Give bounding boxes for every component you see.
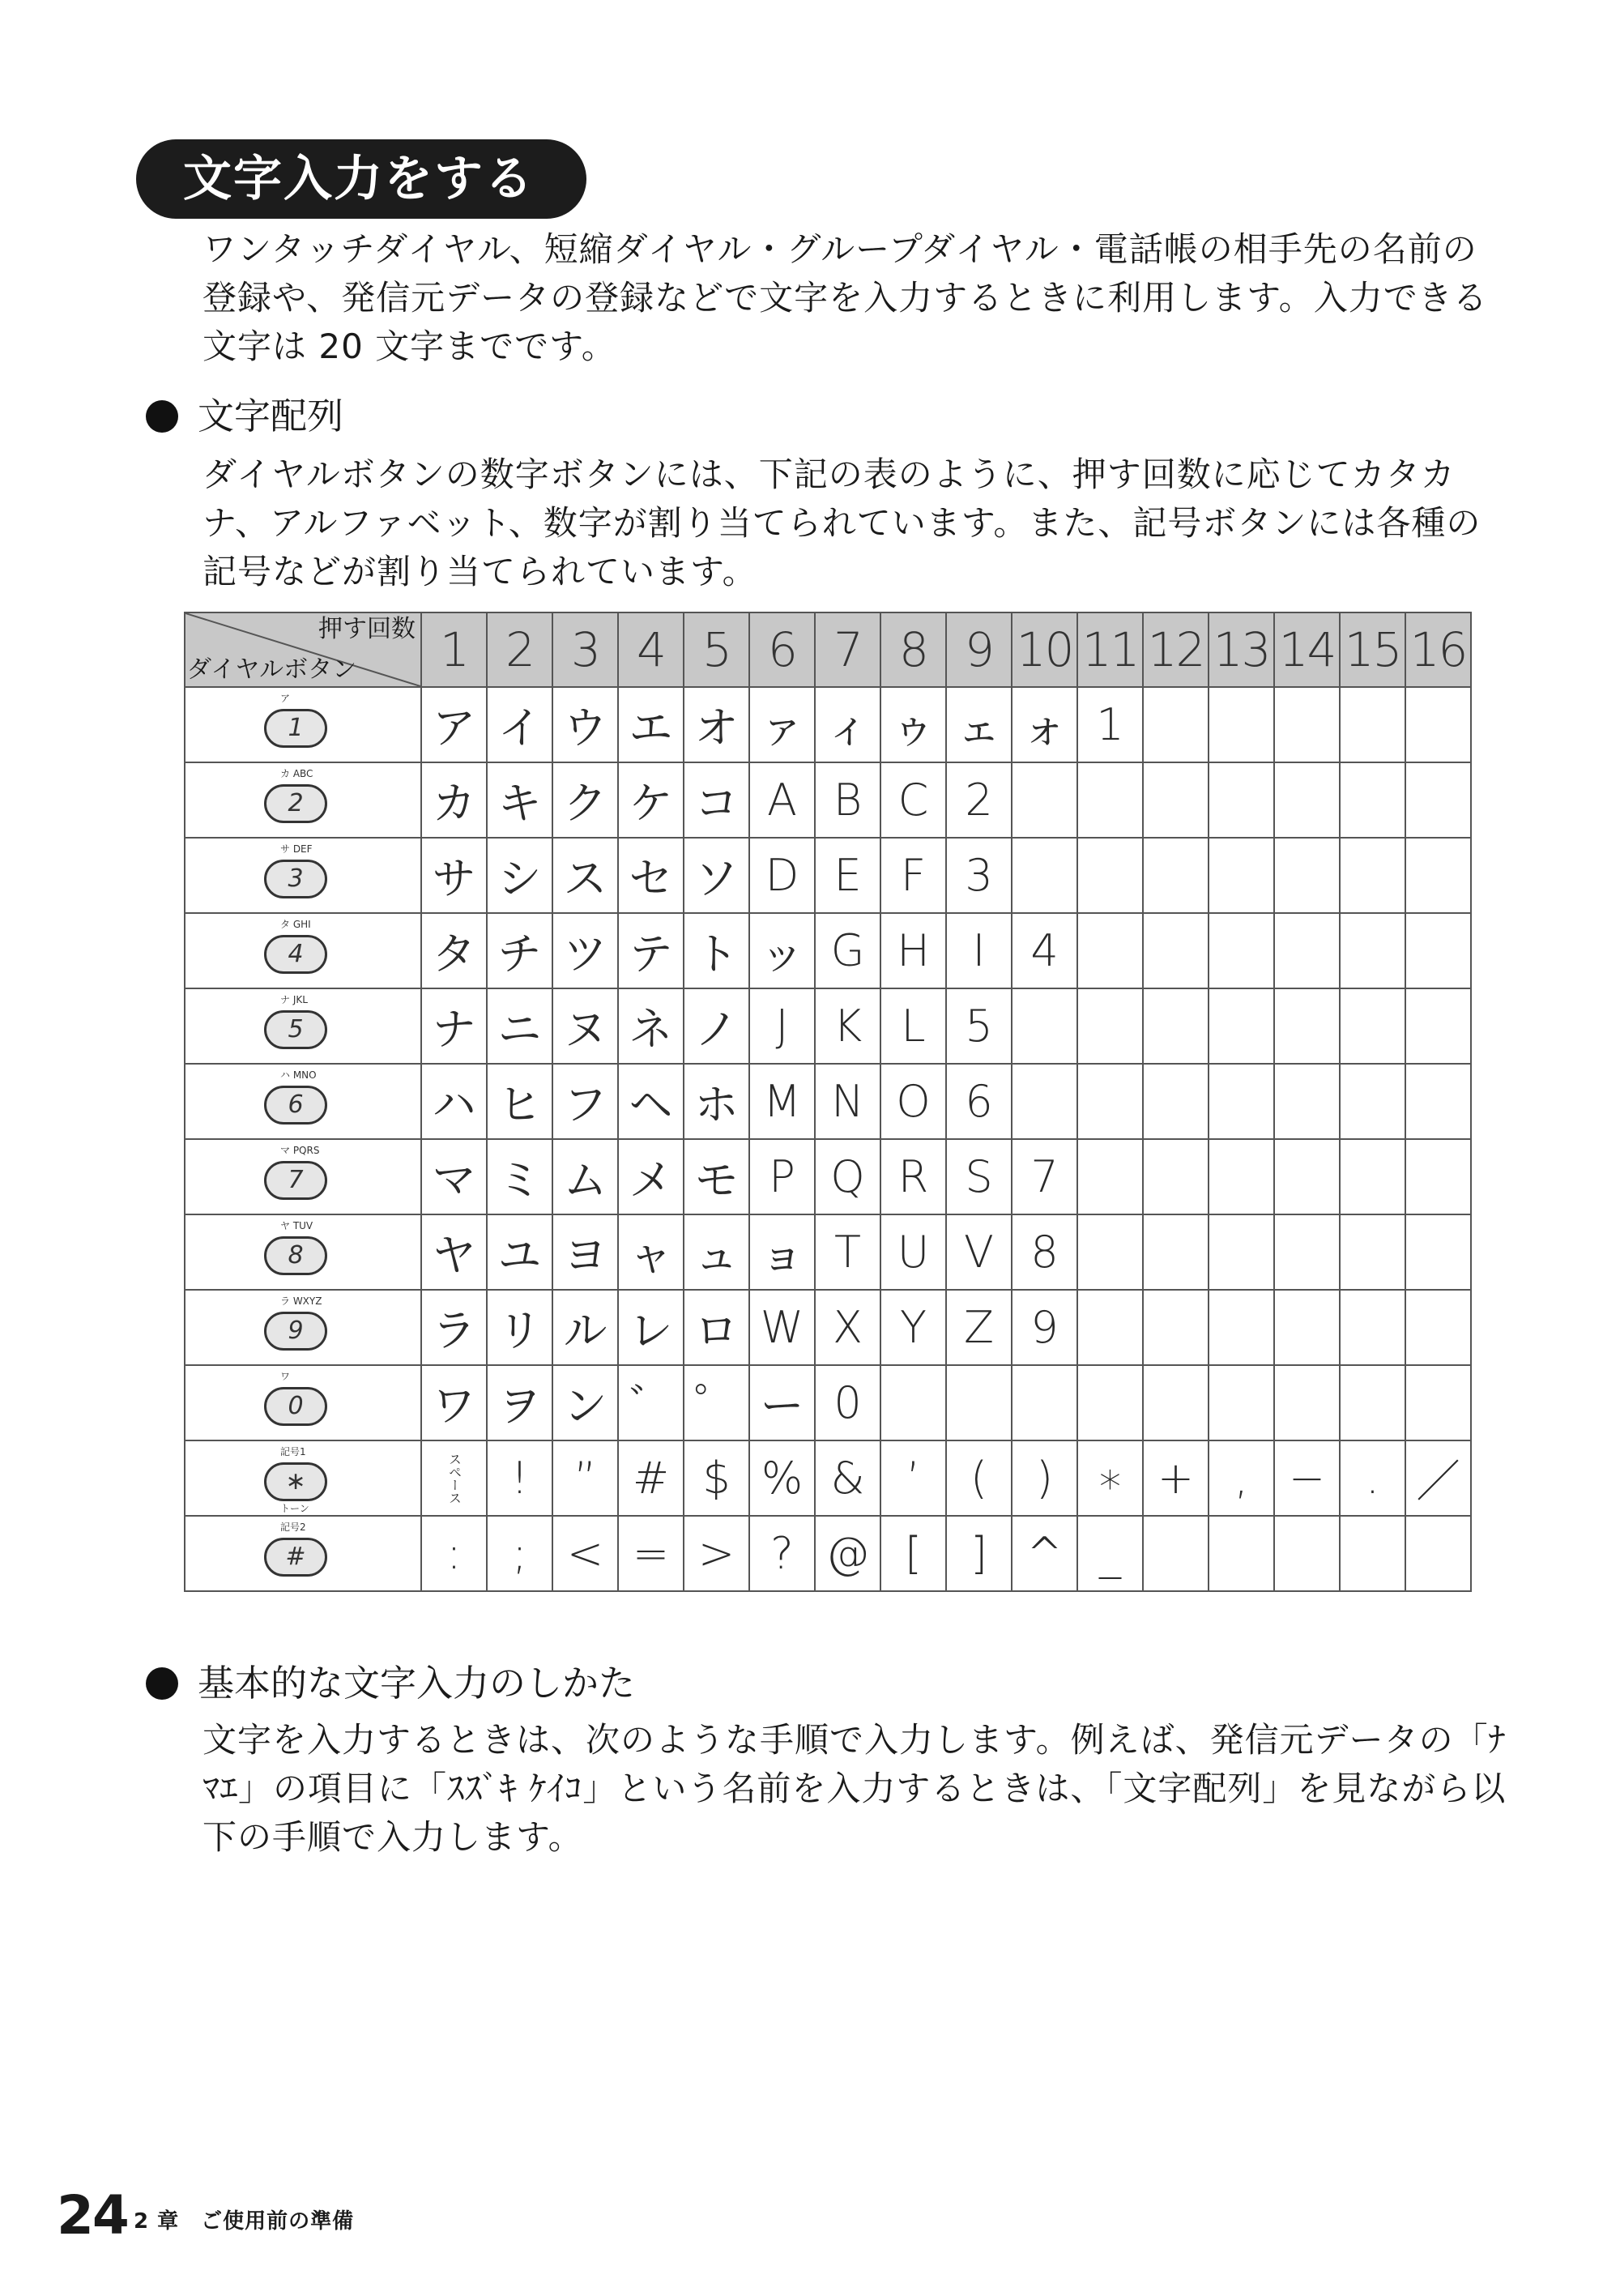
table-cell: ム [552, 1139, 618, 1214]
column-header: 3 [552, 612, 618, 687]
table-cell: スペース [421, 1440, 487, 1516]
table-cell: イ [487, 687, 552, 762]
table-cell: ウ [552, 687, 618, 762]
table-cell: ィ [815, 687, 880, 762]
table-corner [185, 612, 421, 687]
table-cell: サ [421, 838, 487, 913]
column-header: 11 [1077, 612, 1143, 687]
key-sublabel: ハ MNO [280, 1069, 317, 1081]
table-cell [1143, 687, 1209, 762]
key-sublabel: マ PQRS [280, 1145, 320, 1156]
table-cell: ル [552, 1290, 618, 1365]
press-count-label: 押す回数 [318, 615, 416, 643]
table-cell: ニ [487, 988, 552, 1064]
dial-key-icon: 6 [264, 1086, 327, 1125]
table-cell: テ [618, 913, 684, 988]
table-cell: S [946, 1139, 1012, 1214]
table-cell: ト [684, 913, 749, 988]
table-cell [1405, 1290, 1471, 1365]
table-cell: ラ [421, 1290, 487, 1365]
table-cell [1405, 838, 1471, 913]
table-cell: タ [421, 913, 487, 988]
table-cell: リ [487, 1290, 552, 1365]
column-header: 12 [1143, 612, 1209, 687]
table-cell: ^ [1012, 1516, 1077, 1591]
table-cell: ヨ [552, 1214, 618, 1290]
table-cell [1340, 1290, 1405, 1365]
table-cell [1274, 1139, 1340, 1214]
dial-key-icon: 3 [264, 860, 327, 898]
table-row [185, 1064, 1471, 1139]
table-cell: W [749, 1290, 815, 1365]
table-cell: + [1143, 1440, 1209, 1516]
table-cell: ツ [552, 913, 618, 988]
table-cell: キ [487, 762, 552, 838]
table-row [185, 1214, 1471, 1290]
table-cell [1077, 1139, 1143, 1214]
table-cell: F [880, 838, 946, 913]
table-header-row [185, 612, 1471, 687]
table-cell [1340, 1365, 1405, 1440]
table-row [185, 1365, 1471, 1440]
table-cell: V [946, 1214, 1012, 1290]
table-cell: ャ [618, 1214, 684, 1290]
table-cell: ゛ [618, 1365, 684, 1440]
table-cell: ハ [421, 1064, 487, 1139]
key-sublabel: タ GHI [280, 919, 311, 930]
section-title: 文字入力をする [136, 139, 586, 219]
table-row [185, 1440, 1471, 1516]
table-cell [1209, 762, 1274, 838]
table-cell: ケ [618, 762, 684, 838]
dial-button-cell [185, 762, 421, 838]
dial-button-cell [185, 687, 421, 762]
table-cell: 9 [1012, 1290, 1077, 1365]
table-cell [1209, 1139, 1274, 1214]
table-cell: ン [552, 1365, 618, 1440]
subsection-title: 基本的な文字入力のしかた [198, 1662, 636, 1705]
table-cell: 1 [1077, 687, 1143, 762]
table-cell: : [421, 1516, 487, 1591]
dial-key-icon: 8 [264, 1236, 327, 1275]
table-cell [1405, 1064, 1471, 1139]
table-cell: , [1209, 1440, 1274, 1516]
char-layout-paragraph: ダイヤルボタンの数字ボタンには、下記の表のように、押す回数に応じてカタカナ、アルファベット、数字が割り当てられています。また、記号ボタンには各種の記号などが割り当てられています。 [202, 455, 1481, 591]
column-header: 16 [1405, 612, 1471, 687]
table-cell [1077, 1214, 1143, 1290]
dial-button-cell [185, 1365, 421, 1440]
table-cell: ワ [421, 1365, 487, 1440]
dial-key-icon: 5 [264, 1010, 327, 1049]
dial-key-icon: 4 [264, 935, 327, 974]
table-cell: ゥ [880, 687, 946, 762]
table-cell [1012, 1064, 1077, 1139]
dial-button-cell [185, 1290, 421, 1365]
table-cell: 0 [815, 1365, 880, 1440]
table-cell [1209, 1290, 1274, 1365]
table-cell: Y [880, 1290, 946, 1365]
intro-paragraph: ワンタッチダイヤル、短縮ダイヤル・グループダイヤル・電話帳の相手先の名前の登録や、発信元データの登録などで文字を入力するときに利用します。入力できる文字は 20 文字までです。 [202, 229, 1488, 366]
column-header: 5 [684, 612, 749, 687]
table-cell: ミ [487, 1139, 552, 1214]
table-cell: P [749, 1139, 815, 1214]
table-cell [1012, 1365, 1077, 1440]
dial-button-label: ダイヤルボタン [187, 655, 357, 684]
table-cell: B [815, 762, 880, 838]
table-cell: ヲ [487, 1365, 552, 1440]
table-cell [1340, 687, 1405, 762]
table-cell [1143, 762, 1209, 838]
column-header: 6 [749, 612, 815, 687]
table-cell [1209, 1064, 1274, 1139]
table-cell: ゜ [684, 1365, 749, 1440]
table-cell [1012, 988, 1077, 1064]
table-cell: Q [815, 1139, 880, 1214]
table-cell [1077, 1064, 1143, 1139]
table-cell: & [815, 1440, 880, 1516]
table-cell [1077, 1290, 1143, 1365]
dial-button-cell [185, 1064, 421, 1139]
table-cell [1209, 1516, 1274, 1591]
table-cell [1209, 913, 1274, 988]
dial-key-icon: 1 [264, 709, 327, 748]
table-cell: ロ [684, 1290, 749, 1365]
table-cell: E [815, 838, 880, 913]
table-cell: ク [552, 762, 618, 838]
key-sublabel: ナ JKL [280, 994, 308, 1005]
table-cell: M [749, 1064, 815, 1139]
key-sublabel: サ DEF [280, 843, 313, 855]
table-cell: ” [552, 1440, 618, 1516]
key-below-label: トーン [280, 1503, 309, 1514]
table-cell: 8 [1012, 1214, 1077, 1290]
table-cell: U [880, 1214, 946, 1290]
table-cell: _ [1077, 1516, 1143, 1591]
table-cell [1274, 913, 1340, 988]
table-cell [1143, 988, 1209, 1064]
table-cell [1274, 1516, 1340, 1591]
table-cell: シ [487, 838, 552, 913]
dial-button-cell [185, 988, 421, 1064]
subsection-heading-char-layout [146, 392, 343, 441]
table-cell: マ [421, 1139, 487, 1214]
table-cell: エ [618, 687, 684, 762]
key-sublabel: ラ WXYZ [280, 1295, 322, 1307]
table-cell: ス [552, 838, 618, 913]
table-cell: レ [618, 1290, 684, 1365]
table-cell: ヘ [618, 1064, 684, 1139]
dial-button-cell [185, 1139, 421, 1214]
table-cell: ノ [684, 988, 749, 1064]
table-cell [1405, 913, 1471, 988]
table-cell [1340, 838, 1405, 913]
table-cell: ∗ [1077, 1440, 1143, 1516]
table-cell: コ [684, 762, 749, 838]
column-header: 9 [946, 612, 1012, 687]
table-cell [1143, 1516, 1209, 1591]
page-number: 24 [57, 2184, 128, 2247]
table-cell: ュ [684, 1214, 749, 1290]
table-cell: H [880, 913, 946, 988]
table-cell: ; [487, 1516, 552, 1591]
table-cell [1340, 988, 1405, 1064]
table-cell [1143, 913, 1209, 988]
table-cell: 3 [946, 838, 1012, 913]
column-header: 4 [618, 612, 684, 687]
table-cell [1077, 762, 1143, 838]
table-cell: T [815, 1214, 880, 1290]
table-cell [1405, 1516, 1471, 1591]
column-header: 10 [1012, 612, 1077, 687]
table-cell: D [749, 838, 815, 913]
table-cell [1274, 1214, 1340, 1290]
table-cell: A [749, 762, 815, 838]
table-cell [1274, 1365, 1340, 1440]
table-cell: ’ [880, 1440, 946, 1516]
table-cell: ヌ [552, 988, 618, 1064]
table-cell: 2 [946, 762, 1012, 838]
table-cell [1209, 1365, 1274, 1440]
table-cell: ァ [749, 687, 815, 762]
table-cell: ヤ [421, 1214, 487, 1290]
table-cell: 5 [946, 988, 1012, 1064]
table-row [185, 1290, 1471, 1365]
table-cell [1274, 1064, 1340, 1139]
table-cell [1274, 687, 1340, 762]
table-cell [1209, 988, 1274, 1064]
column-header: 1 [421, 612, 487, 687]
table-cell [1340, 762, 1405, 838]
bullet-icon [146, 400, 178, 433]
column-header: 2 [487, 612, 552, 687]
dial-key-icon: 2 [264, 784, 327, 823]
table-cell: # [618, 1440, 684, 1516]
table-cell: I [946, 913, 1012, 988]
key-sublabel: ア [280, 693, 291, 704]
table-cell: Z [946, 1290, 1012, 1365]
table-cell: ョ [749, 1214, 815, 1290]
subsection-heading-basic-input [146, 1659, 635, 1708]
table-cell [1340, 1139, 1405, 1214]
table-cell [1012, 762, 1077, 838]
table-cell: ネ [618, 988, 684, 1064]
table-cell: $ [684, 1440, 749, 1516]
table-cell: O [880, 1064, 946, 1139]
table-cell [1143, 1290, 1209, 1365]
dial-key-icon: # [264, 1538, 327, 1577]
column-header: 13 [1209, 612, 1274, 687]
table-cell: 7 [1012, 1139, 1077, 1214]
table-cell: ／ [1405, 1440, 1471, 1516]
table-cell: ナ [421, 988, 487, 1064]
bullet-icon [146, 1667, 178, 1700]
table-cell: C [880, 762, 946, 838]
table-cell: ( [946, 1440, 1012, 1516]
column-header: 7 [815, 612, 880, 687]
table-body [185, 687, 1471, 1591]
dial-key-icon: 9 [264, 1312, 327, 1351]
table-cell: @ [815, 1516, 880, 1591]
dial-key-icon: ∗ [264, 1462, 327, 1501]
table-cell: L [880, 988, 946, 1064]
table-cell: < [552, 1516, 618, 1591]
dial-key-icon: 0 [264, 1387, 327, 1426]
table-cell [1209, 838, 1274, 913]
table-cell: セ [618, 838, 684, 913]
table-cell [1012, 838, 1077, 913]
table-row [185, 687, 1471, 762]
table-cell: カ [421, 762, 487, 838]
table-cell: = [618, 1516, 684, 1591]
key-sublabel: ヤ TUV [280, 1220, 313, 1231]
table-cell [1077, 838, 1143, 913]
dial-button-cell [185, 838, 421, 913]
table-cell [1274, 762, 1340, 838]
table-cell: ホ [684, 1064, 749, 1139]
table-cell: ) [1012, 1440, 1077, 1516]
table-cell: フ [552, 1064, 618, 1139]
table-row [185, 762, 1471, 838]
table-cell: X [815, 1290, 880, 1365]
table-cell [1340, 1064, 1405, 1139]
table-cell [880, 1365, 946, 1440]
dial-key-icon: 7 [264, 1161, 327, 1200]
table-cell: K [815, 988, 880, 1064]
table-cell [1274, 838, 1340, 913]
table-cell [1405, 1365, 1471, 1440]
table-cell: N [815, 1064, 880, 1139]
table-cell: ォ [1012, 687, 1077, 762]
character-table [184, 612, 1472, 1592]
table-cell: R [880, 1139, 946, 1214]
subsection-title: 文字配列 [198, 395, 344, 437]
column-header: 15 [1340, 612, 1405, 687]
table-cell [1405, 762, 1471, 838]
table-cell [1209, 687, 1274, 762]
table-cell: J [749, 988, 815, 1064]
table-cell: ヒ [487, 1064, 552, 1139]
basic-input-paragraph: 文字を入力するときは、次のような手順で入力します。例えば、発信元データの「ﾅﾏｴ」の項目に「ｽｽﾞｷ ｹｲｺ」という名前を入力するときは、「文字配列」を見ながら以下の手順で入力します。 [202, 1720, 1507, 1857]
key-sublabel: カ ABC [280, 768, 313, 779]
table-cell [946, 1365, 1012, 1440]
dial-button-cell [185, 913, 421, 988]
table-cell: 4 [1012, 913, 1077, 988]
table-cell [1143, 1139, 1209, 1214]
table-cell [1340, 1516, 1405, 1591]
dial-button-cell [185, 1440, 421, 1516]
table-cell [1143, 838, 1209, 913]
table-cell: . [1340, 1440, 1405, 1516]
chapter-label: 2 章 ご使用前の準備 [134, 2209, 355, 2234]
table-cell: チ [487, 913, 552, 988]
dial-button-cell [185, 1516, 421, 1591]
key-sublabel: ワ [280, 1371, 291, 1382]
table-cell [1340, 1214, 1405, 1290]
table-cell [1143, 1365, 1209, 1440]
table-cell: モ [684, 1139, 749, 1214]
key-sublabel: 記号1 [280, 1446, 306, 1457]
table-cell: ッ [749, 913, 815, 988]
table-cell: G [815, 913, 880, 988]
table-cell [1274, 988, 1340, 1064]
table-cell [1077, 988, 1143, 1064]
table-cell [1405, 988, 1471, 1064]
table-cell: ] [946, 1516, 1012, 1591]
table-cell [1143, 1064, 1209, 1139]
key-sublabel: 記号2 [280, 1521, 306, 1533]
table-cell [1405, 687, 1471, 762]
column-header: 14 [1274, 612, 1340, 687]
table-cell: オ [684, 687, 749, 762]
table-cell [1077, 913, 1143, 988]
table-cell [1143, 1214, 1209, 1290]
table-cell [1405, 1214, 1471, 1290]
table-cell: ー [749, 1365, 815, 1440]
table-row [185, 838, 1471, 913]
table-cell: % [749, 1440, 815, 1516]
table-cell: メ [618, 1139, 684, 1214]
table-cell [1077, 1365, 1143, 1440]
table-cell: ェ [946, 687, 1012, 762]
table-cell [1340, 913, 1405, 988]
table-cell: [ [880, 1516, 946, 1591]
table-row [185, 913, 1471, 988]
table-cell [1209, 1214, 1274, 1290]
table-row [185, 1139, 1471, 1214]
table-cell: ? [749, 1516, 815, 1591]
table-cell [1405, 1139, 1471, 1214]
table-cell [1274, 1290, 1340, 1365]
table-cell: 6 [946, 1064, 1012, 1139]
table-row [185, 1516, 1471, 1591]
column-header: 8 [880, 612, 946, 687]
table-cell: − [1274, 1440, 1340, 1516]
table-cell: ! [487, 1440, 552, 1516]
table-cell: ソ [684, 838, 749, 913]
table-cell: > [684, 1516, 749, 1591]
dial-button-cell [185, 1214, 421, 1290]
table-cell: ア [421, 687, 487, 762]
table-row [185, 988, 1471, 1064]
table-cell: ユ [487, 1214, 552, 1290]
